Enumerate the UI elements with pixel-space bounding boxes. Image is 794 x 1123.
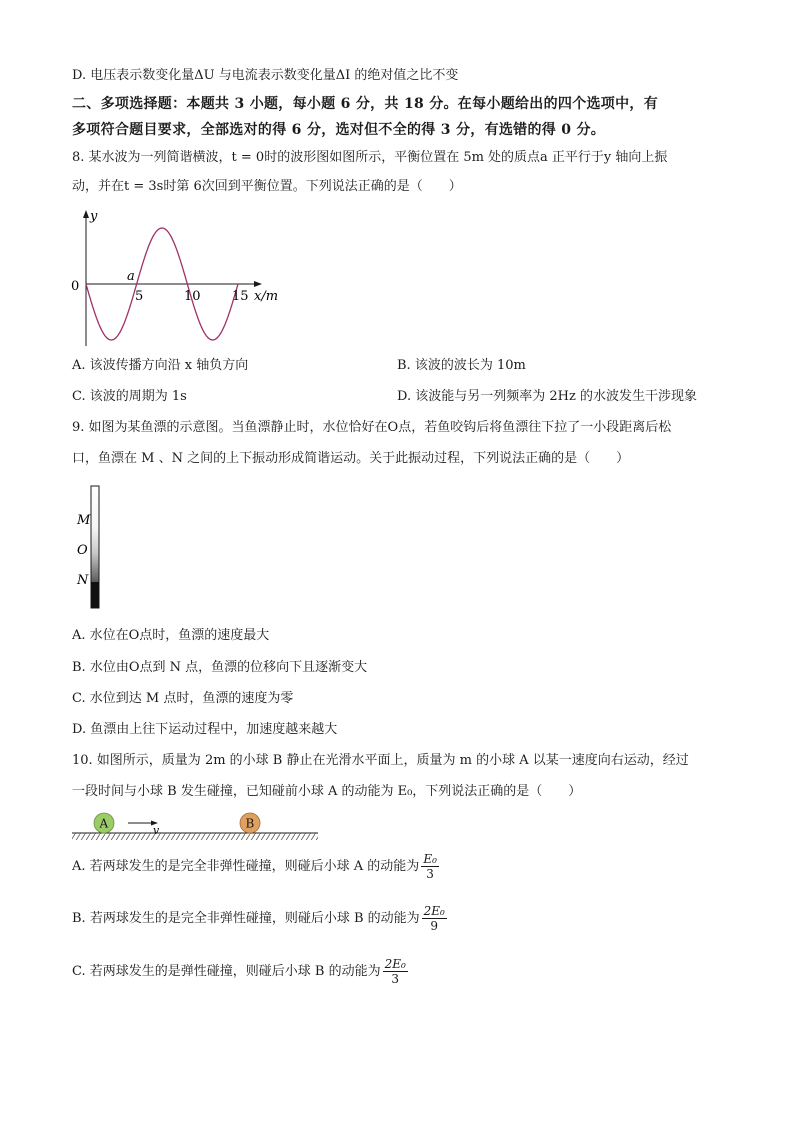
q10-stem-line2: 一段时间与小球 B 发生碰撞，已知碰前小球 A 的动能为 E₀，下列说法正确的是（ ） <box>72 784 582 799</box>
x-axis-arrow-icon <box>254 281 262 287</box>
q10-stem-line1: 10. 如图所示，质量为 2m 的小球 B 静止在光滑水平面上，质量为 m 的小球 A 以某一速度向右运动，经过 <box>72 753 689 768</box>
ball-b-label: B <box>245 816 255 831</box>
q10-option-b[interactable] <box>72 904 447 933</box>
x-axis-label: x/m <box>254 289 279 304</box>
q7-option-d: D. 电压表示数变化量ΔU 与电流表示数变化量ΔI 的绝对值之比不变 <box>72 68 459 83</box>
origin-label: 0 <box>71 279 80 294</box>
label-o: O <box>77 543 88 558</box>
q10-option-c-text: C. 若两球发生的是弹性碰撞，则碰后小球 B 的动能为 <box>72 964 381 979</box>
y-axis-label: y <box>90 209 98 224</box>
fraction-c <box>383 957 408 986</box>
section-heading-line1: 二、多项选择题：本题共 3 小题，每小题 6 分，共 18 分。在每小题给出的四个选项中，有 <box>72 96 659 112</box>
q10-option-c[interactable] <box>72 957 408 986</box>
float-bottom <box>91 582 99 608</box>
fraction-a-num: E₀ <box>423 852 437 866</box>
fraction-a-den: 3 <box>426 867 434 881</box>
fraction-c-num: 2E₀ <box>384 957 406 971</box>
q8-option-d[interactable]: D. 该波能与另一列频率为 2Hz 的水波发生干涉现象 <box>397 389 697 404</box>
q8-stem-line2: 动，并在t = 3s时第 6次回到平衡位置。下列说法正确的是（ ） <box>72 179 462 194</box>
q10-collision-diagram <box>70 810 322 846</box>
q10-option-a[interactable] <box>72 852 439 881</box>
fraction-a <box>421 852 439 881</box>
tick-10: 10 <box>184 289 201 304</box>
q8-option-a[interactable]: A. 该波传播方向沿 x 轴负方向 <box>72 358 249 373</box>
q9-stem-line2: 口，鱼漂在 M 、N 之间的上下振动形成简谐运动。关于此振动过程，下列说法正确的是（ ） <box>72 451 630 466</box>
q10-option-a-text: A. 若两球发生的是完全非弹性碰撞，则碰后小球 A 的动能为 <box>72 859 420 874</box>
q9-stem-line1: 9. 如图为某鱼漂的示意图。当鱼漂静止时，水位恰好在O点，若鱼咬钩后将鱼漂往下拉了一小段距离后松 <box>72 420 672 435</box>
tick-5: 5 <box>135 289 144 304</box>
q8-option-b[interactable]: B. 该波的波长为 10m <box>397 358 526 373</box>
q9-option-b[interactable]: B. 水位由O点到 N 点，鱼漂的位移向下且逐渐变大 <box>72 660 368 675</box>
fraction-b-num: 2E₀ <box>423 904 445 918</box>
ground-hatch <box>72 833 318 840</box>
q8-option-c[interactable]: C. 该波的周期为 1s <box>72 389 187 404</box>
section-heading-line2: 多项符合题目要求，全部选对的得 6 分，选对但不全的得 3 分，有选错的得 0 分。 <box>72 122 606 138</box>
q9-option-d[interactable]: D. 鱼漂由上往下运动过程中，加速度越来越大 <box>72 722 338 737</box>
q9-option-c[interactable]: C. 水位到达 M 点时，鱼漂的速度为零 <box>72 691 294 706</box>
q8-wave-graph <box>66 206 296 348</box>
label-m: M <box>77 513 91 528</box>
y-axis-arrow-icon <box>83 210 89 218</box>
q9-float-diagram <box>74 484 108 612</box>
fraction-c-den: 3 <box>391 972 399 986</box>
fraction-b-den: 9 <box>430 919 439 933</box>
point-a-label: a <box>127 269 135 284</box>
q10-option-b-text: B. 若两球发生的是完全非弹性碰撞，则碰后小球 B 的动能为 <box>72 911 420 926</box>
velocity-label: v <box>153 824 160 837</box>
ball-a-label: A <box>99 816 109 831</box>
tick-15: 15 <box>232 289 249 304</box>
q9-option-a[interactable]: A. 水位在O点时，鱼漂的速度最大 <box>72 628 270 643</box>
fraction-b <box>422 904 447 933</box>
q8-stem-line1: 8. 某水波为一列简谐横波，t = 0时的波形图如图所示，平衡位置在 5m 处的质点a 正平行于y 轴向上振 <box>72 150 668 165</box>
label-n: N <box>77 573 89 588</box>
